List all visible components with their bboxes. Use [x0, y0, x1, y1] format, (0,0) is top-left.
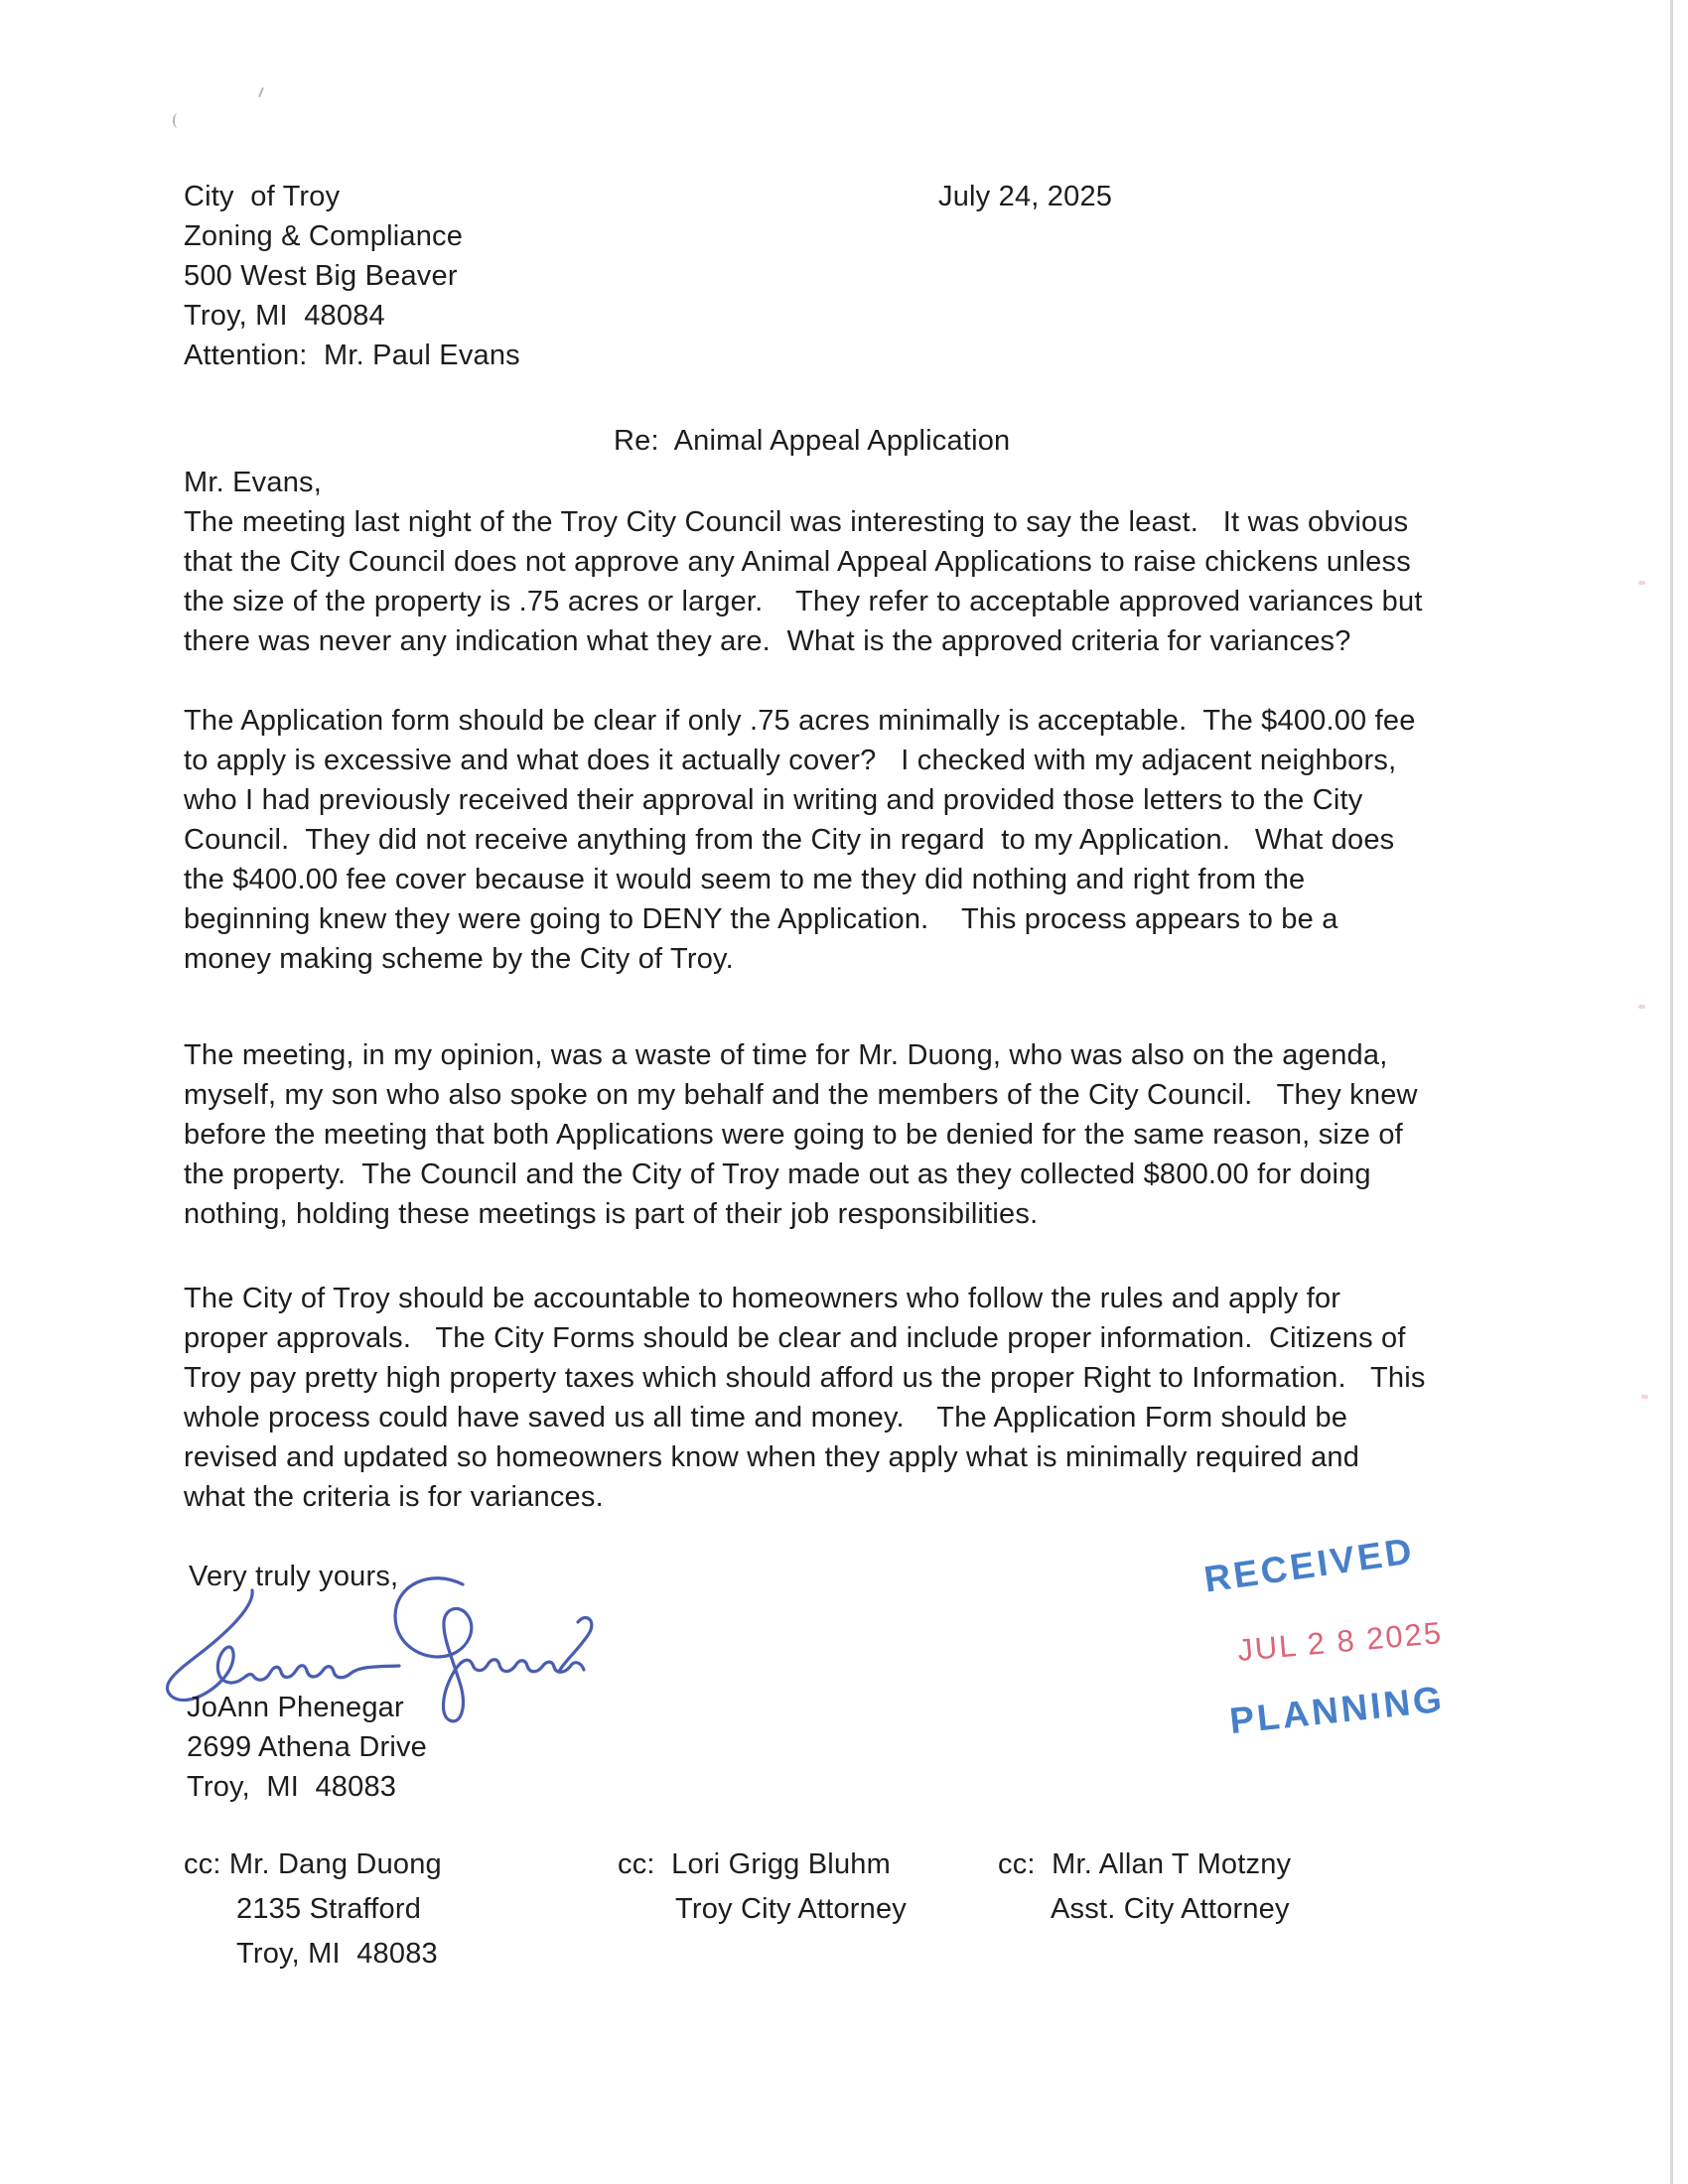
recipient-line: 500 West Big Beaver: [184, 260, 458, 292]
sender-address: 2699 Athena Drive: [187, 1731, 428, 1763]
body-line: the $400.00 fee cover because it would seem to me they did nothing and right from the: [184, 864, 1306, 895]
scan-speck: [173, 113, 183, 128]
body-line: myself, my son who also spoke on my behalf and the members of the City Council. They knew: [184, 1079, 1418, 1111]
scan-speck: [1638, 581, 1645, 585]
scan-edge-line: [1670, 0, 1673, 2184]
cc-entry-line: cc: Mr. Dang Duong: [184, 1848, 442, 1880]
body-line: the size of the property is .75 acres or larger. They refer to acceptable approved variances but: [184, 586, 1423, 617]
cc-entry-line: cc: Mr. Allan T Motzny: [998, 1848, 1292, 1880]
recipient-attention-line: Attention: Mr. Paul Evans: [184, 340, 520, 371]
body-line: proper approvals. The City Forms should be clear and include proper information. Citizens of: [184, 1322, 1406, 1354]
recipient-line: Zoning & Compliance: [184, 220, 464, 252]
planning-stamp-text: PLANNING: [1227, 1678, 1447, 1742]
body-line: who I had previously received their approval in writing and provided those letters to the City: [184, 784, 1363, 816]
body-line: Council. They did not receive anything from the City in regard to my Application. What does: [184, 824, 1395, 856]
valediction: Very truly yours,: [189, 1561, 399, 1592]
scan-speck: [1641, 1395, 1648, 1399]
body-line: beginning knew they were going to DENY the Application. This process appears to be a: [184, 903, 1338, 935]
body-line: the property. The Council and the City of Troy made out as they collected $800.00 for doing: [184, 1159, 1371, 1190]
cc-entry-line: cc: Lori Grigg Bluhm: [618, 1848, 891, 1880]
body-line: The Application form should be clear if only .75 acres minimally is acceptable. The $400.00 fee: [184, 705, 1416, 737]
recipient-line: City of Troy: [184, 181, 341, 212]
cc-entry-line: Troy, MI 48083: [236, 1938, 438, 1970]
salutation: Mr. Evans,: [184, 467, 322, 498]
body-line: The City of Troy should be accountable to homeowners who follow the rules and apply for: [184, 1283, 1341, 1314]
body-line: money making scheme by the City of Troy.: [184, 943, 734, 975]
body-line: Troy pay pretty high property taxes which should afford us the proper Right to Information. This: [184, 1362, 1426, 1394]
body-line: The meeting last night of the Troy City Council was interesting to say the least. It was obvious: [184, 506, 1409, 538]
scan-speck: [258, 87, 264, 97]
recipient-line: Troy, MI 48084: [184, 300, 385, 332]
letter-date: July 24, 2025: [938, 181, 1113, 212]
body-line: before the meeting that both Applications were going to be denied for the same reason, size of: [184, 1119, 1403, 1151]
sender-address: Troy, MI 48083: [187, 1771, 397, 1803]
body-line: what the criteria is for variances.: [184, 1481, 604, 1513]
received-stamp-text: RECEIVED: [1201, 1530, 1417, 1600]
sender-name: JoAnn Phenegar: [187, 1692, 404, 1723]
cc-entry-line: Asst. City Attorney: [1051, 1893, 1290, 1925]
body-line: whole process could have saved us all time and money. The Application Form should be: [184, 1402, 1348, 1433]
cc-entry-line: 2135 Strafford: [236, 1893, 422, 1925]
body-line: The meeting, in my opinion, was a waste of time for Mr. Duong, who was also on the agenda,: [184, 1039, 1388, 1071]
subject-line: Re: Animal Appeal Application: [614, 425, 1011, 457]
scan-speck: [1638, 1005, 1645, 1009]
body-line: that the City Council does not approve any Animal Appeal Applications to raise chickens unless: [184, 546, 1411, 578]
received-stamp-date: JUL 2 8 2025: [1235, 1615, 1445, 1668]
body-line: there was never any indication what they are. What is the approved criteria for variances?: [184, 625, 1351, 657]
cc-entry-line: Troy City Attorney: [675, 1893, 907, 1925]
body-line: nothing, holding these meetings is part of their job responsibilities.: [184, 1198, 1039, 1230]
body-line: to apply is excessive and what does it actually cover? I checked with my adjacent neighbors,: [184, 745, 1397, 776]
body-line: revised and updated so homeowners know when they apply what is minimally required and: [184, 1441, 1360, 1473]
